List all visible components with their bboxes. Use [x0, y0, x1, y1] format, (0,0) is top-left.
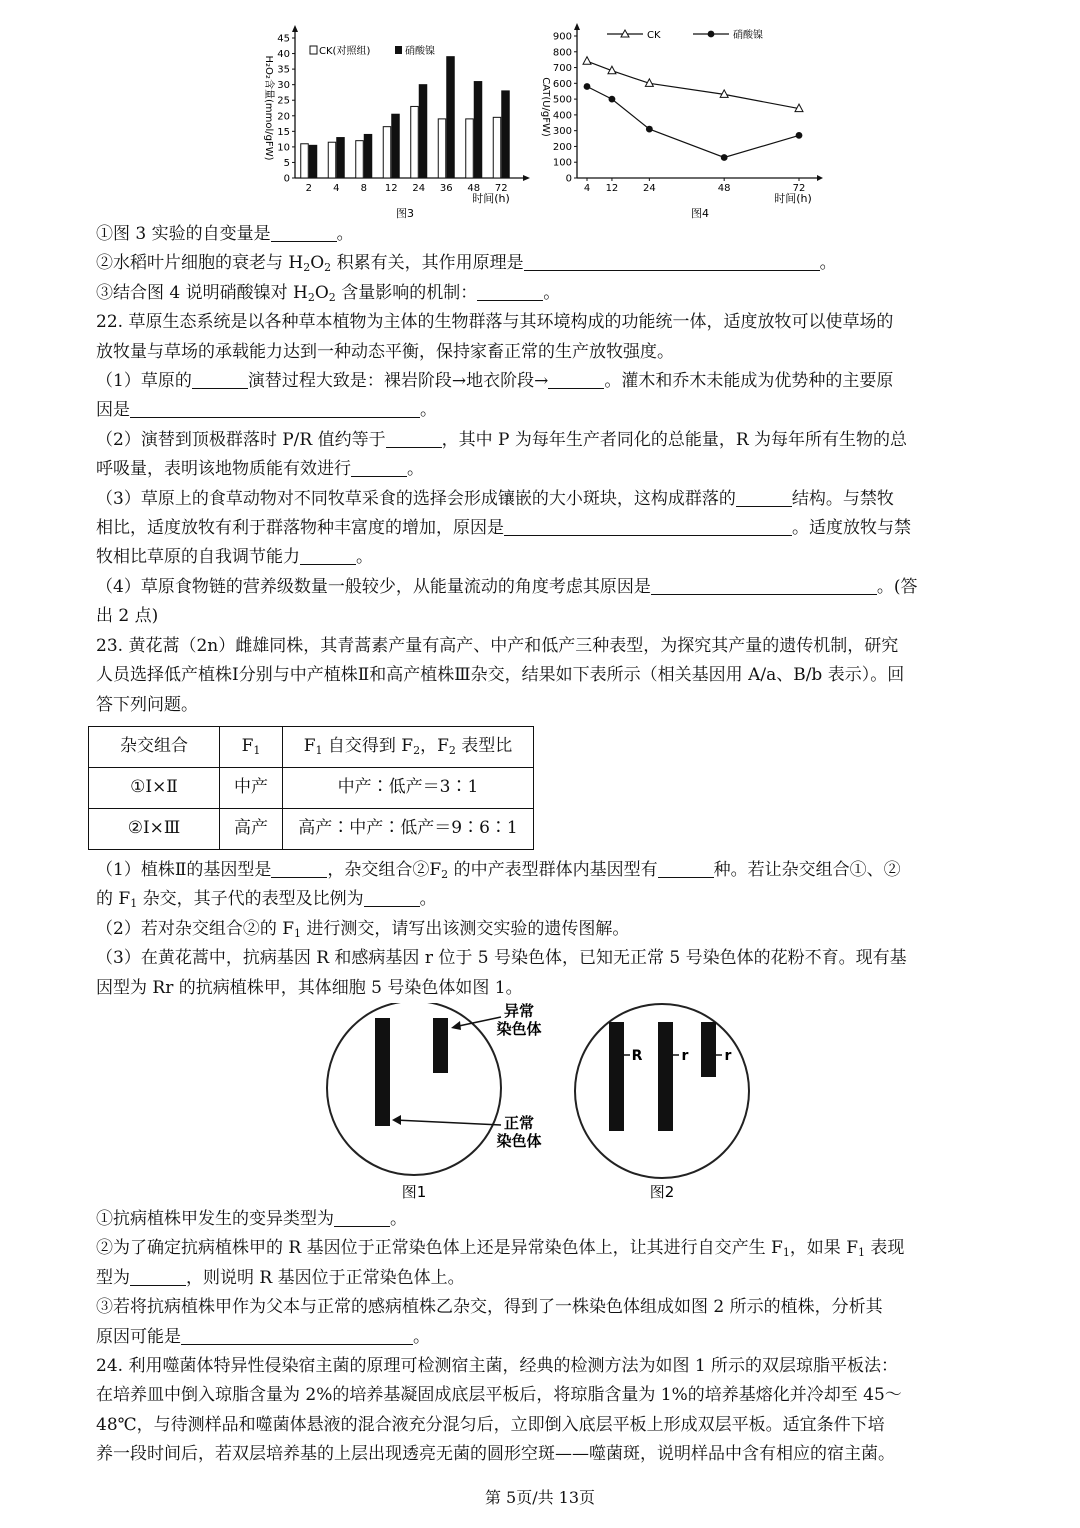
table-header-cell: 杂交组合 [89, 726, 220, 767]
gene-label-r: r [681, 1047, 689, 1064]
bar-ck [356, 141, 364, 178]
point-nickel [796, 132, 803, 139]
q21-item-3: ③结合图 4 说明硝酸镍对 $H_2O_2$ 含量影响的机制： 。 [96, 282, 561, 304]
answer-blank[interactable] [192, 370, 248, 389]
chromosome-figures [96, 1003, 986, 1205]
legend-label: 硝酸镍 [733, 30, 763, 41]
x-tick-label: 48 [717, 183, 731, 194]
answer-blank[interactable] [504, 517, 792, 536]
answer-blank[interactable] [364, 888, 420, 907]
figure-2-cell [575, 1004, 749, 1201]
q23-part-2: （2）若对杂交组合②的 $F_1$ 进行测交，请写出该测交实验的遗传图解。 [96, 918, 630, 940]
gene-label-R: R [631, 1047, 643, 1064]
answer-blank[interactable] [130, 399, 420, 418]
q24-stem-line-4: 养一段时间后，若双层培养基的上层出现透亮无菌的圆形空斑——噬菌斑，说明样品中含有相应的宿主菌。 [96, 1444, 895, 1465]
answer-blank[interactable] [181, 1326, 413, 1345]
figure-caption: 图3 [396, 207, 414, 220]
bar-ck [411, 106, 419, 178]
q22-part-2-cont: 呼吸量，表明该地物质能有效进行 。 [96, 459, 424, 480]
q23-part-3-item-1: ①抗病植株甲发生的变异类型为 。 [96, 1208, 407, 1229]
answer-blank[interactable] [477, 282, 543, 301]
table-cell: ②Ⅰ×Ⅲ [89, 808, 220, 849]
y-tick-label: 25 [277, 95, 290, 107]
y-tick-label: 45 [277, 33, 290, 45]
table-row [89, 808, 534, 849]
q22-part-3-cont: 相比，适度放牧有利于群落物种丰富度的增加，原因是 。适度放牧与禁 [96, 518, 911, 539]
table-header-row [89, 726, 534, 767]
bar-nickel [474, 82, 482, 178]
q22-stem-line-1: 22. 草原生态系统是以各种草本植物为主体的生物群落与其环境构成的功能统一体，适度放牧可以使草场的 [96, 312, 894, 333]
y-tick-label: 10 [277, 142, 290, 154]
abnormal-chromosome-r [701, 1022, 716, 1077]
y-tick-label: 35 [277, 64, 290, 76]
q23-part-3-item-2: ②为了确定抗病植株甲的 R 基因位于正常染色体上还是异常染色体上，让其进行自交产生 $F_1$，如果 $F_1$ 表现 [96, 1238, 905, 1260]
y-tick-label: 900 [552, 31, 572, 43]
normal-chromosome [375, 1018, 390, 1126]
answer-blank[interactable] [271, 223, 337, 242]
q22-part-4-cont: 出 2 点) [96, 606, 159, 627]
q23-part-3-item-3: ③若将抗病植株甲作为父本与正常的感病植株乙杂交，得到了一株染色体组成如图 2 所示的植株，分析其 [96, 1297, 883, 1318]
arrowhead-icon [392, 1115, 401, 1125]
x-tick-label: 36 [439, 183, 453, 194]
legend-label: 硝酸镍 [405, 46, 435, 57]
q23-part-3-item-2-cont: 型为 ，则说明 R 基因位于正常染色体上。 [96, 1267, 465, 1288]
q22-part-2: （2）演替到顶极群落时 P/R 值约等于 ，其中 P 为每年生产者同化的总能量，R 为每年所有生物的总 [96, 429, 908, 450]
point-nickel [609, 96, 616, 103]
point-nickel [584, 83, 591, 90]
table-header-cell: $F_1$ 自交得到 $F_2$，$F_2$ 表型比 [283, 726, 534, 767]
answer-blank[interactable] [271, 859, 327, 878]
q23-part-3: （3）在黄花蒿中，抗病基因 R 和感病基因 r 位于 5 号染色体，已知无正常 5 号染色体的花粉不育。现有基 [96, 948, 907, 969]
y-axis-label: H₂O₂含量(mmol/gFW) [263, 55, 274, 161]
figure-caption: 图4 [691, 207, 709, 220]
q23-part-3-cont: 因型为 Rr 的抗病植株甲，其体细胞 5 号染色体如图 1。 [96, 977, 523, 998]
legend-label: CK [647, 30, 661, 41]
gene-label-r: r [724, 1047, 732, 1064]
y-tick-label: 200 [552, 141, 572, 153]
y-axis-arrow-icon [574, 23, 580, 30]
q23-part-3-item-3-cont: 原因可能是 。 [96, 1326, 430, 1347]
answer-blank[interactable] [658, 859, 714, 878]
y-tick-label: 40 [277, 49, 290, 61]
q23-part-1-cont: 的 $F_1$ 杂交，其子代的表型及比例为 。 [96, 889, 437, 911]
cross-results-table [88, 726, 534, 850]
figure-4-line-chart [535, 20, 825, 220]
bar-ck [301, 144, 309, 178]
q24-stem-line-1: 24. 利用噬菌体特异性侵染宿主菌的原理可检测宿主菌，经典的检测方法为如图 1 所示的双层琼脂平板法： [96, 1355, 899, 1376]
x-axis-arrow-icon [817, 175, 823, 181]
y-tick-label: 100 [552, 157, 572, 169]
point-nickel [721, 154, 728, 161]
q22-part-1: （1）草原的 演替过程大致是：裸岩阶段→地衣阶段→ 。灌木和乔木未能成为优势种的主要原 [96, 371, 894, 392]
answer-blank[interactable] [524, 252, 820, 271]
x-tick-label: 4 [583, 183, 591, 194]
x-tick-label: 12 [384, 183, 398, 194]
y-tick-label: 5 [283, 157, 290, 169]
series-line-ck [587, 61, 799, 108]
x-tick-label: 8 [360, 183, 367, 194]
y-tick-label: 30 [277, 80, 290, 92]
figure-1-cell [327, 1003, 542, 1201]
x-tick-label: 24 [642, 183, 656, 194]
table-cell: 中产∶低产＝3∶1 [283, 767, 534, 808]
cell-outline [327, 1003, 501, 1175]
q24-stem-line-2: 在培养皿中倒入琼脂含量为 2%的培养基凝固成底层平板后，将琼脂含量为 1%的培养基熔化并冷却至 45～ [96, 1385, 902, 1406]
figure-3-bar-chart [255, 20, 530, 220]
bar-nickel [392, 114, 400, 178]
table-row [89, 767, 534, 808]
legend-swatch-nickel [395, 46, 402, 54]
y-tick-label: 15 [277, 126, 290, 138]
abnormal-chromosome [433, 1018, 448, 1073]
y-tick-label: 400 [552, 110, 572, 122]
x-tick-label: 48 [467, 183, 481, 194]
q22-part-4: （4）草原食物链的营养级数量一般较少，从能量流动的角度考虑其原因是 。(答 [96, 576, 918, 597]
y-tick-label: 800 [552, 47, 572, 59]
page-footer: 第 5页/共 13页 [484, 1488, 596, 1507]
figure-2-caption: 图2 [649, 1182, 675, 1201]
y-axis-label: CAT(U/gFW) [540, 77, 551, 137]
series-line-nickel [587, 86, 799, 157]
y-axis-arrow-icon [292, 25, 298, 32]
y-tick-label: 500 [552, 94, 572, 106]
x-tick-label: 24 [412, 183, 426, 194]
bar-nickel [419, 85, 427, 178]
bar-ck [438, 119, 446, 178]
answer-blank[interactable] [334, 1208, 390, 1227]
answer-blank[interactable] [386, 429, 442, 448]
q23-part-1: （1）植株Ⅱ的基因型是 ，杂交组合$②F_2$ 的中产表型群体内基因型有 种。若让杂交组合①、② [96, 859, 901, 881]
q22-part-1-cont: 因是 。 [96, 400, 437, 421]
bar-ck [493, 117, 501, 178]
answer-blank[interactable] [736, 488, 792, 507]
legend-swatch-ck [310, 46, 317, 54]
q21-item-2: ②水稻叶片细胞的衰老与 $H_2O_2$ 积累有关，其作用原理是 。 [96, 253, 837, 275]
x-tick-label: 12 [605, 183, 619, 194]
label-abnormal-2: 染色体 [496, 1019, 542, 1038]
answer-blank[interactable] [351, 458, 407, 477]
y-tick-label: 700 [552, 63, 572, 75]
legend-label: CK(对照组) [319, 46, 371, 57]
q22-stem-line-2: 放牧量与草场的承载能力达到一种动态平衡，保持家畜正常的生产放牧强度。 [96, 341, 674, 362]
bar-nickel [337, 138, 345, 178]
q23-stem-line-3: 答下列问题。 [96, 694, 198, 715]
point-nickel [646, 126, 653, 133]
label-normal-2: 染色体 [496, 1131, 542, 1150]
q23-stem-line-2: 人员选择低产植株Ⅰ分别与中产植株Ⅱ和高产植株Ⅲ杂交，结果如下表所示（相关基因用 A/a、B/b 表示）。回 [96, 665, 905, 686]
arrow-abnormal [454, 1017, 501, 1027]
page-body [96, 220, 986, 1470]
y-tick-label: 0 [283, 173, 290, 185]
legend-marker-nickel [708, 31, 715, 38]
x-axis-arrow-icon [523, 175, 530, 181]
y-tick-label: 20 [277, 111, 290, 123]
table-cell: 中产 [220, 767, 283, 808]
bar-nickel [502, 91, 510, 178]
y-tick-label: 300 [552, 126, 572, 138]
label-abnormal-1: 异常 [503, 1002, 535, 1020]
table-cell: 高产∶中产∶低产＝9∶6∶1 [283, 808, 534, 849]
figure-1-caption: 图1 [401, 1182, 427, 1201]
q24-stem-line-3: 48℃，与待测样品和噬菌体悬液的混合液充分混匀后，立即倒入底层平板上形成双层平板。适宜条件下培 [96, 1414, 885, 1435]
q22-part-3-cont2: 牧相比草原的自我调节能力 。 [96, 547, 373, 568]
y-tick-label: 600 [552, 78, 572, 90]
table-cell: ①Ⅰ×Ⅱ [89, 767, 220, 808]
label-normal-1: 正常 [503, 1113, 535, 1132]
q22-part-3: （3）草原上的食草动物对不同牧草采食的选择会形成镶嵌的大小斑块，这构成群落的 结构。与禁牧 [96, 488, 894, 509]
answer-blank[interactable] [130, 1267, 186, 1286]
table-header-cell: $F_1$ [220, 726, 283, 767]
answer-blank[interactable] [300, 546, 356, 565]
x-tick-label: 2 [305, 183, 312, 194]
bar-nickel [309, 145, 317, 178]
bar-nickel [364, 134, 372, 178]
y-tick-label: 0 [565, 173, 572, 185]
bar-ck [328, 142, 336, 178]
answer-blank[interactable] [548, 370, 604, 389]
q23-stem-line-1: 23. 黄花蒿（2n）雌雄同株，其青蒿素产量有高产、中产和低产三种表型，为探究其产量的遗传机制，研究 [96, 635, 899, 656]
bar-ck [383, 127, 391, 178]
chromosome-R [609, 1022, 624, 1131]
answer-blank[interactable] [651, 576, 877, 595]
q21-item-1: ①图 3 实验的自变量是 。 [96, 224, 354, 244]
x-tick-label: 4 [333, 183, 340, 194]
bar-nickel [447, 57, 455, 178]
chromosome-r [658, 1022, 673, 1131]
x-axis-label: 时间(h) [774, 192, 812, 205]
x-tick-label: 72 [792, 183, 806, 194]
x-axis-label: 时间(h) [472, 192, 510, 205]
point-ck [583, 57, 591, 65]
table-cell: 高产 [220, 808, 283, 849]
arrowhead-icon [451, 1021, 461, 1030]
x-tick-label: 72 [494, 183, 508, 194]
bar-ck [466, 119, 474, 178]
arrow-normal [395, 1120, 501, 1125]
